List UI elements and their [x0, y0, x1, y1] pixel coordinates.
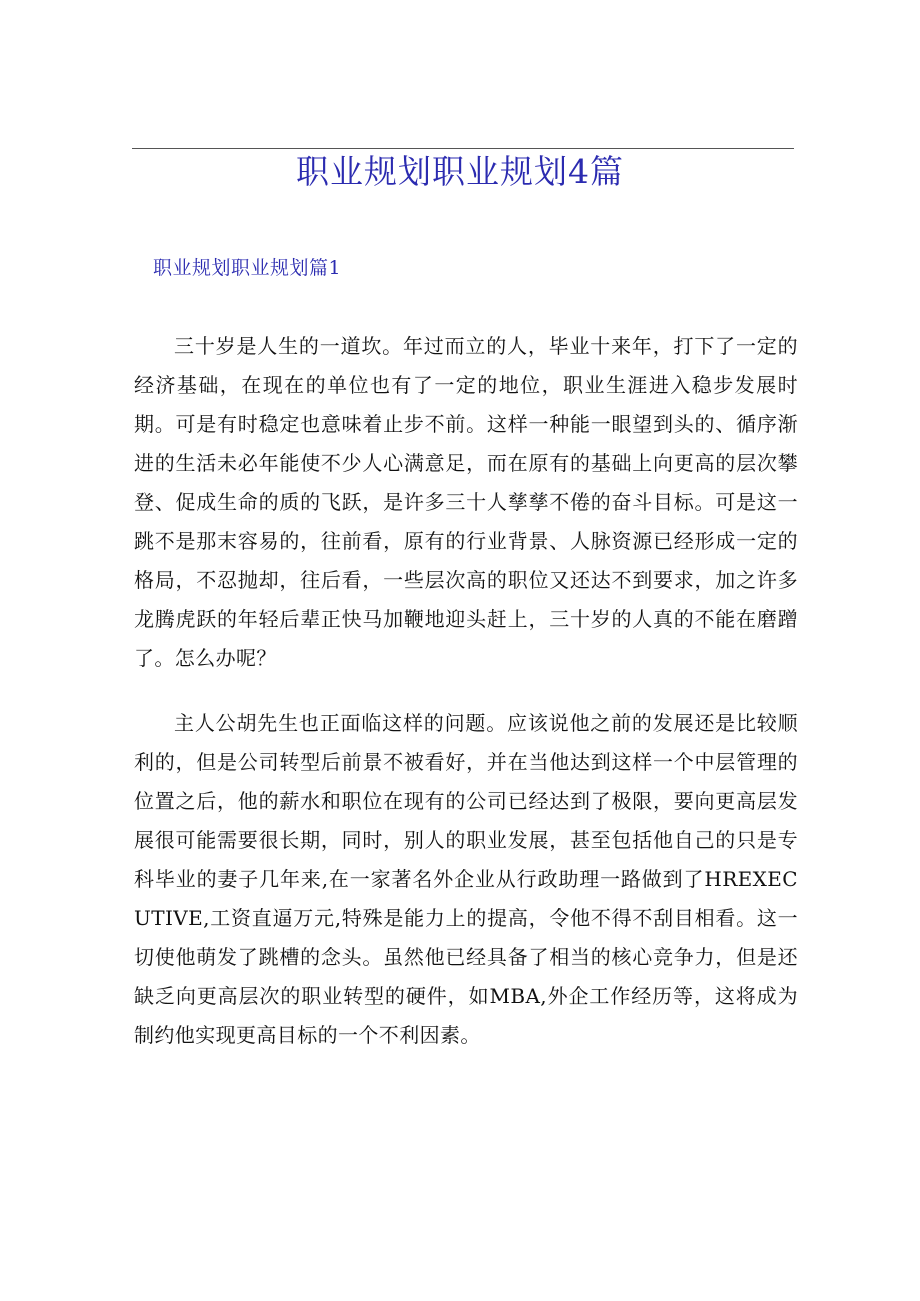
- section-heading: 职业规划职业规划篇1: [153, 257, 342, 279]
- header-rule: [132, 148, 794, 149]
- paragraph-1: 三十岁是人生的一道坎。年过而立的人，毕业十来年，打下了一定的经济基础，在现在的单位也有了一定的地位，职业生涯进入稳步发展时期。可是有时稳定也意味着止步不前。这样一种能一眼望到头的、循序渐进的生活未必年能使不少人心满意足，而在原有的基础上向更高的层次攀登、促成生命的质的飞跃，是许多三十人孳孳不倦的奋斗目标。可是这一跳不是那末容易的，往前看，原有的行业背景、人脉资源已经形成一定的格局，不忍抛却，往后看，一些层次高的职位又还达不到要求，加之许多龙腾虎跃的年轻后辈正快马加鞭地迎头赶上，三十岁的人真的不能在磨蹭了。怎么办呢？: [134, 334, 798, 670]
- paragraph-2: 主人公胡先生也正面临这样的问题。应该说他之前的发展还是比较顺利的，但是公司转型后前景不被看好，并在当他达到这样一个中层管理的位置之后，他的薪水和职位在现有的公司已经达到了极限，要向更高层发展很可能需要很长期，同时，别人的职业发展，甚至包括他自己的只是专科毕业的妻子几年来,在一家著名外企业从行政助理一路做到了HREXECUTIVE,工资直逼万元,特殊是能力上的提高，令他不得不刮目相看。这一切使他萌发了跳槽的念头。虽然他已经具备了相当的核心竞争力，但是还缺乏向更高层次的职业转型的硬件，如MBA,外企工作经历等，这将成为制约他实现更高目标的一个不利因素。: [134, 711, 798, 1047]
- document-body: [134, 327, 798, 1081]
- document-title: 职业规划职业规划4篇: [296, 152, 624, 191]
